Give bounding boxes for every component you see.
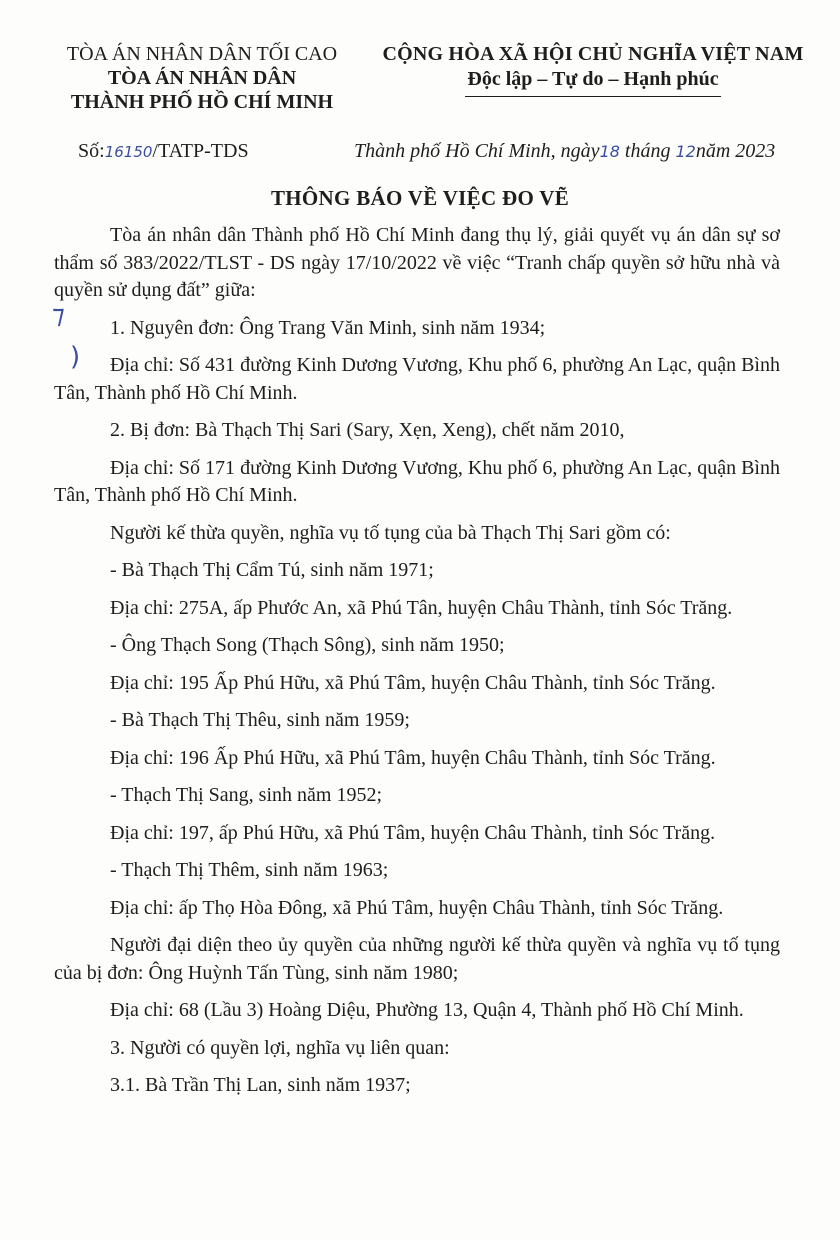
defendant-address: Địa chỉ: Số 171 đường Kinh Dương Vương, Khu phố 6, phường An Lạc, quận Bình Tân, Thành phố Hồ Chí Minh. [54, 456, 780, 506]
heir-name: - Bà Thạch Thị Cẩm Tú, sinh năm 1971; [110, 559, 434, 581]
heir-name: - Thạch Thị Sang, sinh năm 1952; [110, 784, 383, 806]
handwritten-number: 16150 [104, 143, 153, 161]
defendant: 2. Bị đơn: Bà Thạch Thị Sari (Sary, Xẹn, Xeng), chết năm 2010, [110, 419, 625, 441]
document-body [54, 222, 780, 1100]
handwritten-month: 12 [675, 142, 696, 161]
margin-check-mark: ) [70, 342, 81, 372]
heir-address: Địa chỉ: 195 Ấp Phú Hữu, xã Phú Tâm, huyện Châu Thành, tỉnh Sóc Trăng. [110, 671, 716, 694]
court-header [42, 42, 362, 114]
representative: Người đại diện theo ủy quyền của những người kế thừa quyền và nghĩa vụ tố tụng của bị đơn: Ông Huỳnh Tấn Tùng, sinh năm 1980; [54, 934, 780, 984]
reference-number: Số:16150/TATP-TDS [78, 140, 249, 162]
national-title: CỘNG HÒA XÃ HỘI CHỦ NGHĨA VIỆT NAM [382, 43, 804, 65]
motto-underline [465, 96, 721, 97]
representative-address: Địa chỉ: 68 (Lầu 3) Hoàng Diệu, Phường 13, Quận 4, Thành phố Hồ Chí Minh. [110, 999, 744, 1021]
plaintiff-address: Địa chỉ: Số 431 đường Kinh Dương Vương, Khu phố 6, phường An Lạc, quận Bình Tân, Thành phố Hồ Chí Minh. [54, 354, 780, 404]
court-supreme: TÒA ÁN NHÂN DÂN TỐI CAO [66, 43, 338, 65]
heirs-intro: Người kế thừa quyền, nghĩa vụ tố tụng của bà Thạch Thị Sari gồm có: [110, 521, 671, 544]
intro-paragraph: Tòa án nhân dân Thành phố Hồ Chí Minh đang thụ lý, giải quyết vụ án dân sự sơ thẩm số 383/2022/TLST - DS ngày 17/10/2022 về việc “Tranh chấp quyền sở hữu nhà và quyền sử dụng đất” giữa: [54, 224, 780, 301]
heir-name: - Bà Thạch Thị Thêu, sinh năm 1959; [110, 709, 410, 731]
heir-address: Địa chỉ: 275A, ấp Phước An, xã Phú Tân, huyện Châu Thành, tỉnh Sóc Trăng. [110, 596, 733, 619]
related-parties-heading: 3. Người có quyền lợi, nghĩa vụ liên quan: [110, 1036, 450, 1059]
issue-date: Thành phố Hồ Chí Minh, ngày18 tháng 12năm 2023 [354, 140, 776, 162]
margin-check-mark: ⁊ [52, 300, 65, 330]
heir-address: Địa chỉ: ấp Thọ Hòa Đông, xã Phú Tâm, huyện Châu Thành, tỉnh Sóc Trăng. [110, 896, 724, 919]
heir-address: Địa chỉ: 196 Ấp Phú Hữu, xã Phú Tâm, huyện Châu Thành, tỉnh Sóc Trăng. [110, 746, 716, 769]
national-motto: Độc lập – Tự do – Hạnh phúc [467, 68, 719, 90]
heir-address: Địa chỉ: 197, ấp Phú Hữu, xã Phú Tâm, huyện Châu Thành, tỉnh Sóc Trăng. [110, 821, 716, 844]
court-city: THÀNH PHỐ HỒ CHÍ MINH [70, 91, 334, 113]
national-motto-header [368, 42, 818, 97]
plaintiff: 1. Nguyên đơn: Ông Trang Văn Minh, sinh năm 1934; [110, 316, 546, 339]
court-name: TÒA ÁN NHÂN DÂN [107, 67, 297, 89]
related-party-1: 3.1. Bà Trần Thị Lan, sinh năm 1937; [110, 1074, 411, 1096]
document-title: THÔNG BÁO VỀ VIỆC ĐO VẼ [270, 186, 570, 210]
handwritten-day: 18 [599, 142, 620, 161]
heir-name: - Thạch Thị Thêm, sinh năm 1963; [110, 859, 389, 881]
heir-name: - Ông Thạch Song (Thạch Sông), sinh năm 1950; [110, 634, 505, 656]
